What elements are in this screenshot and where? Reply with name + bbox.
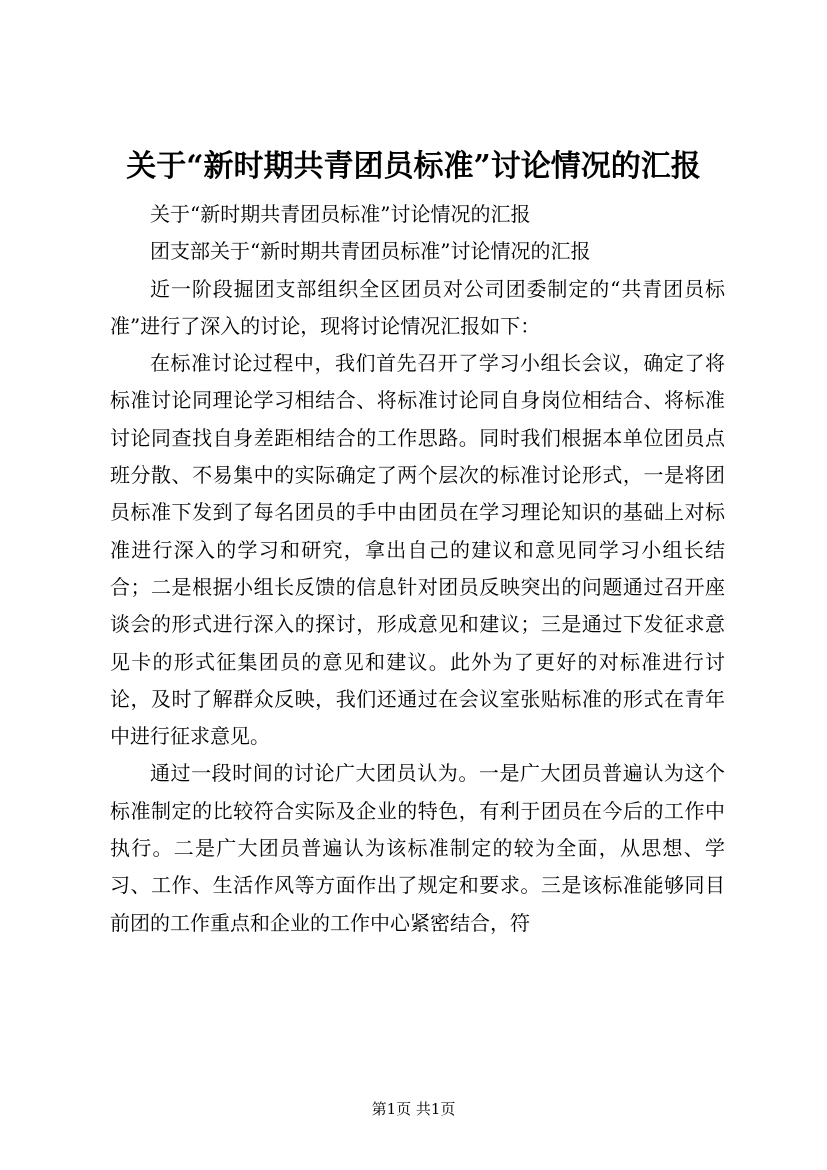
paragraph: 团支部关于“新时期共青团员标准”讨论情况的汇报 xyxy=(150,239,591,264)
paragraph: 在标准讨论过程中，我们首先召开了学习小组长会议，确定了将标准讨论同理论学习相结合、将标准讨论同自身岗位相结合、将标准讨论同查找自身差距相结合的工作思路。同时我们根据本单位团员点班分散、不易集中的实际确定了两个层次的标准讨论形式，一是将团员标准下发到了每名团员的手中由团员在学习理论知识的基础上对标准进行深入的学习和研究，拿出自己的建议和意见同学习小组长结合；二是根据小组长反馈的信息针对团员反映突出的问题通过召开座谈会的形式进行深入的探讨，形成意见和建议；三是通过下发征求意见卡的形式征集团员的意见和建议。此外为了更好的对标准进行讨论，及时了解群众反映，我们还通过在会议室张贴标准的形式在青年中进行征求意见。 xyxy=(110,351,725,749)
page-footer: 第1页 共1页 xyxy=(371,1100,456,1118)
paragraph: 通过一段时间的讨论广大团员认为。一是广大团员普遍认为这个标准制定的比较符合实际及企业的特色，有利于团员在今后的工作中执行。二是广大团员普遍认为该标准制定的较为全面，从思想、学习、工作、生活作风等方面作出了规定和要求。三是该标准能够同目前团的工作重点和企业的工作中心紧密结合，符 xyxy=(110,761,725,935)
paragraph: 关于“新时期共青团员标准”讨论情况的汇报 xyxy=(150,202,531,226)
paragraph: 近一阶段掘团支部组织全区团员对公司团委制定的“共青团员标准”进行了深入的讨论，现将讨论情况汇报如下： xyxy=(110,276,725,338)
document-body xyxy=(110,196,725,942)
document-title: 关于“新时期共青团员标准”讨论情况的汇报 xyxy=(126,149,701,184)
